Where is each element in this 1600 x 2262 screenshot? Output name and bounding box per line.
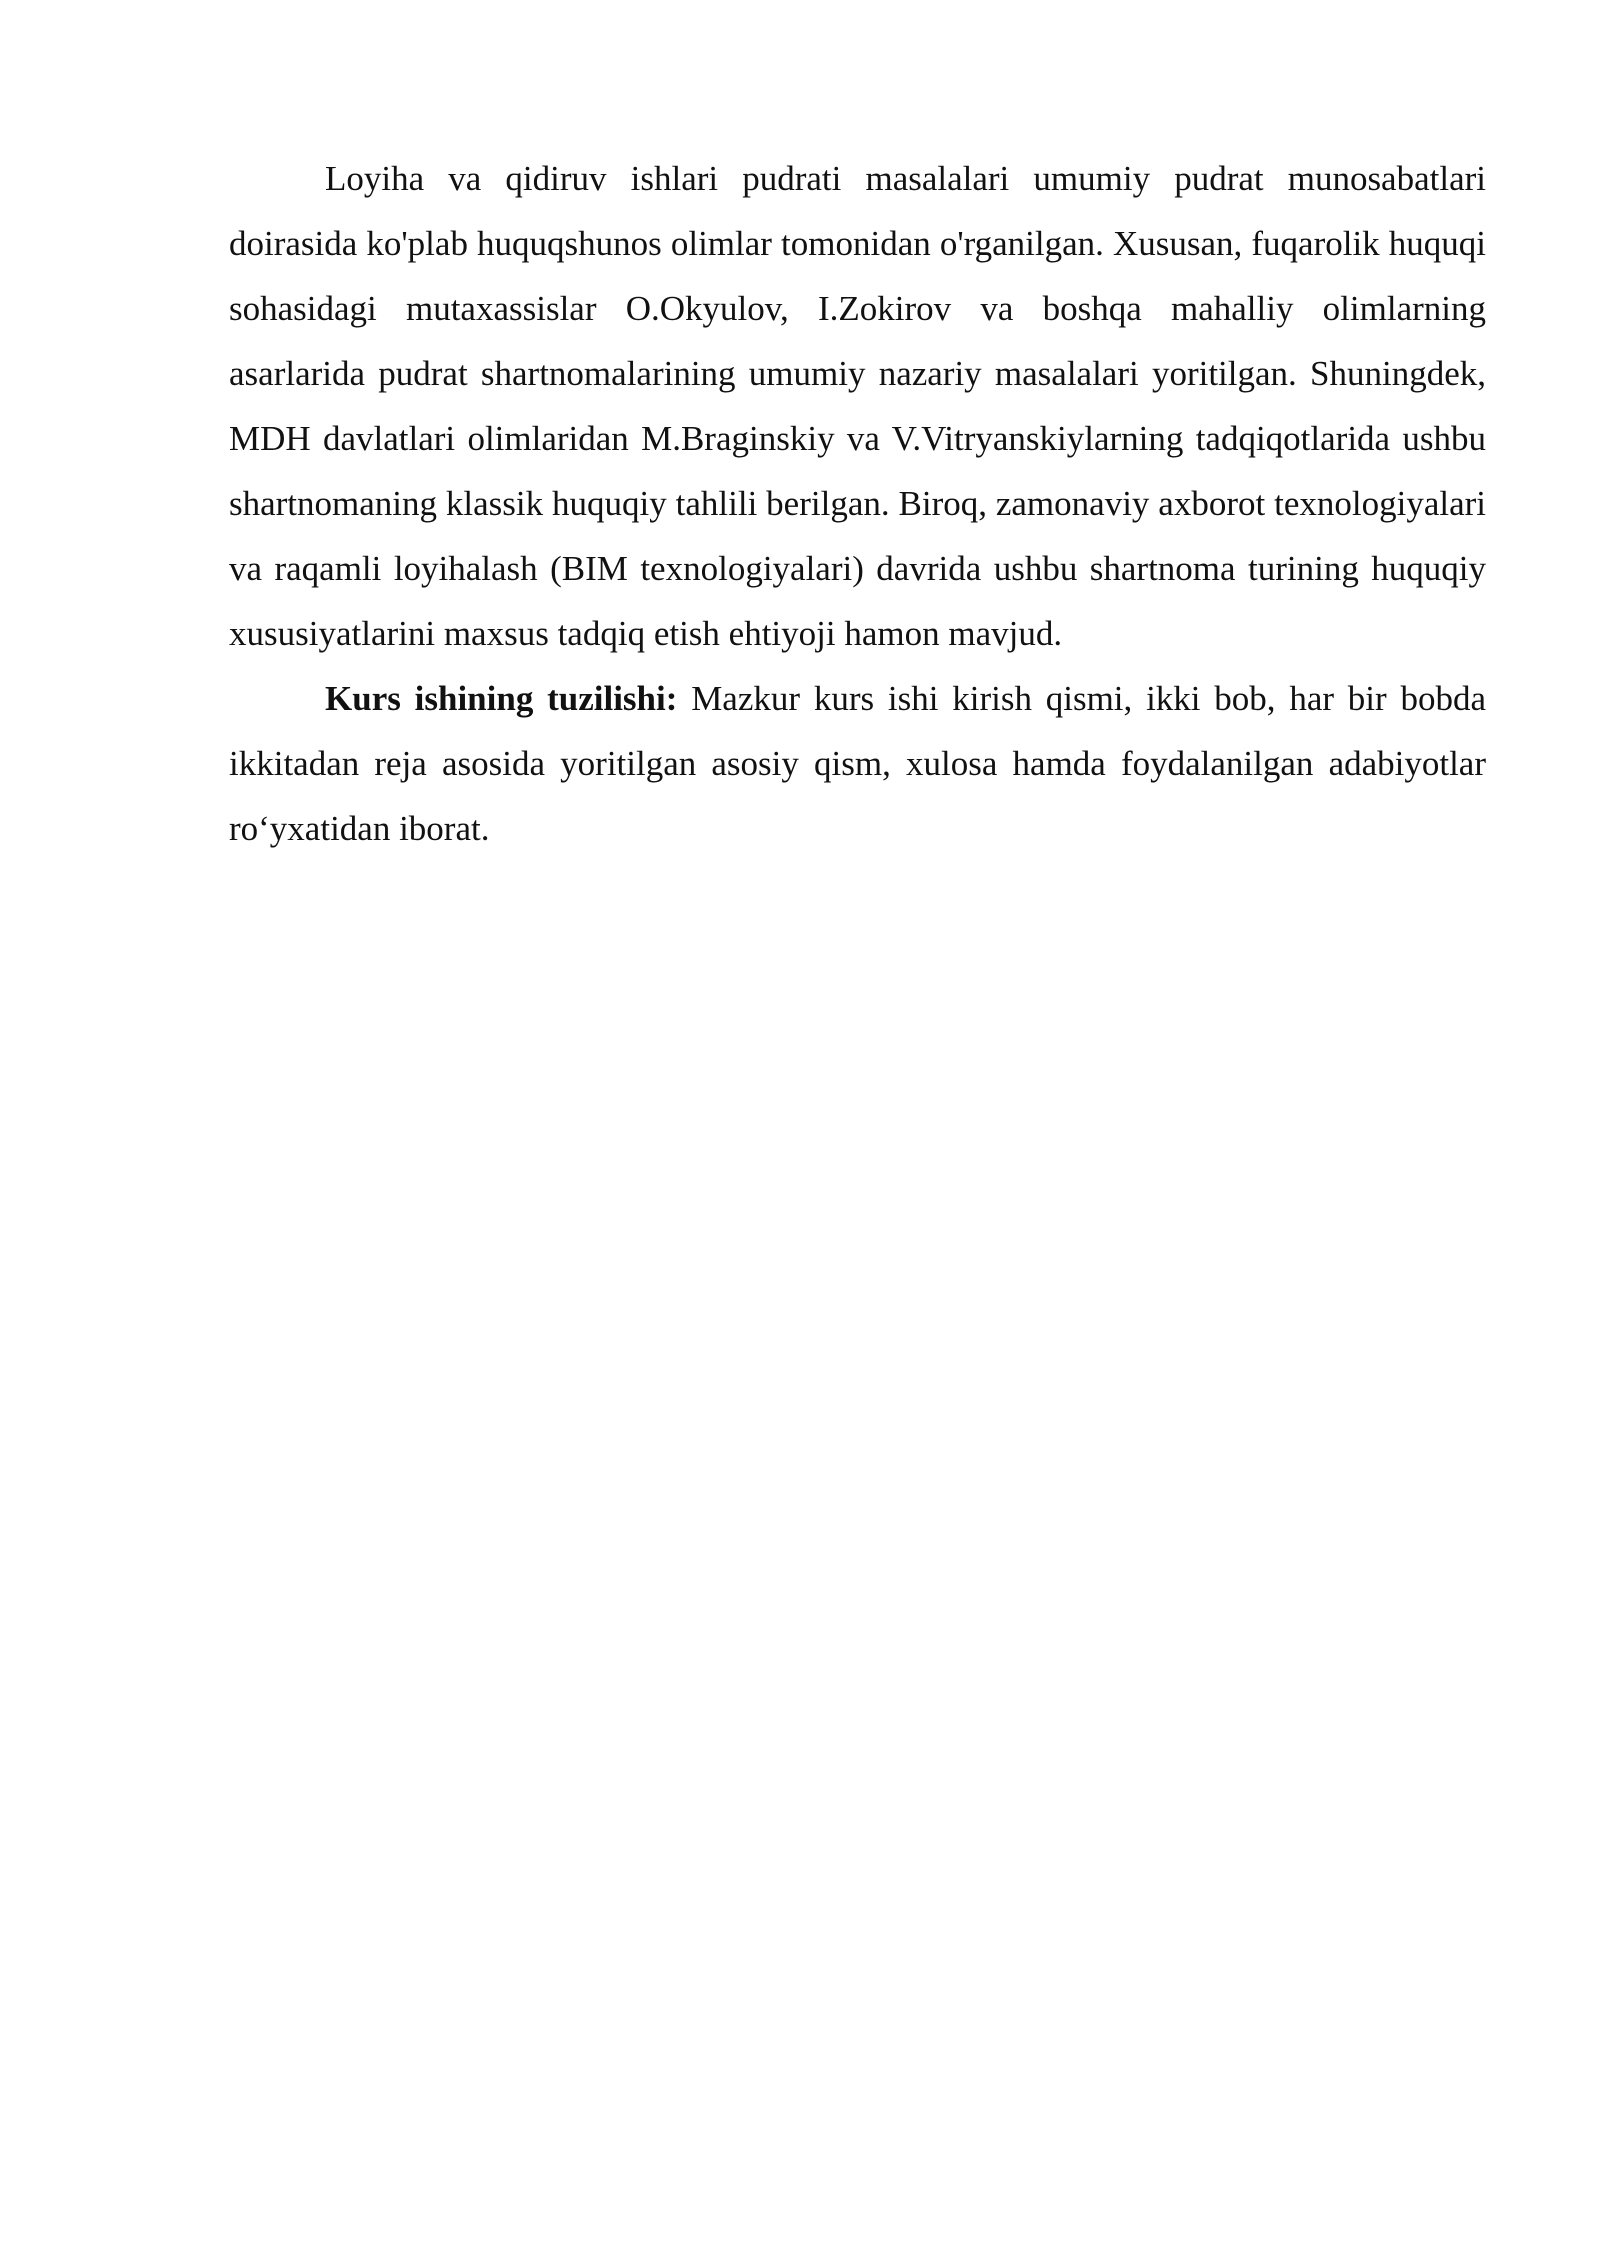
paragraph-text: Loyiha va qidiruv ishlari pudrati masalalari umumiy pudrat munosabatlari doirasida ko'plab huquqshunos olimlar tomonidan o'rganilgan. Xususan, fuqarolik huquqi sohasidagi mutaxassislar O.Okyulov, I.Zokirov va boshqa mahalliy olimlarning asarlarida pudrat shartnomalarining umumiy nazariy masalalari yoritilgan. Shuningdek, MDH davlatlari olimlaridan M.Braginskiy va V.Vitryanskiylarning tadqiqotlarida ushbu shartnomaning klassik huquqiy tahlili berilgan. Biroq, zamonaviy axborot texnologiyalari va raqamli loyihalash (BIM texnologiyalari) davrida ushbu shartnoma turining huquqiy xususiyatlarini maxsus tadqiq etish ehtiyoji hamon mavjud. (229, 159, 1486, 653)
paragraph-lead-heading: Kurs ishining tuzilishi: (325, 679, 678, 718)
paragraph-text: Mazkur kurs ishi kirish qismi, ikki bob, har bir bobda ikkitadan reja asosida yoritilgan asosiy qism, xulosa hamda foydalanilgan adabiyotlar ro‘yxatidan iborat. (229, 679, 1487, 848)
paragraph-course-structure (229, 666, 1486, 861)
paragraph-literature-review (229, 146, 1486, 666)
document-body (229, 146, 1486, 861)
